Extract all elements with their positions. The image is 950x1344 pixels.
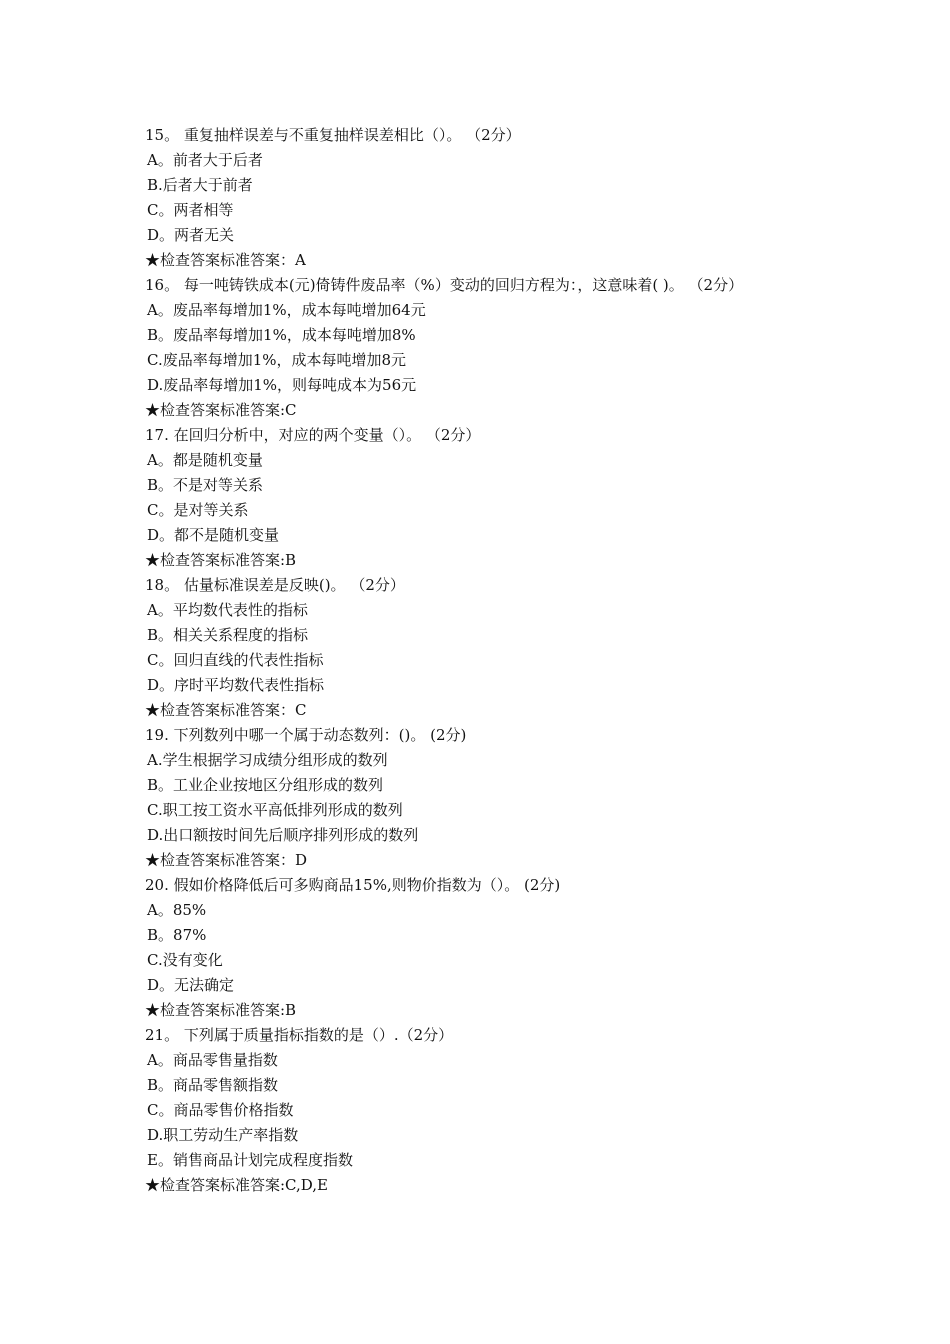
option-b: B。工业企业按地区分组形成的数列 xyxy=(147,776,384,794)
option-b: B。87% xyxy=(147,926,207,944)
answer-line: ★检查答案标准答案：A xyxy=(145,251,306,269)
question-block xyxy=(145,573,815,723)
option-c: C。两者相等 xyxy=(147,201,234,219)
question-block xyxy=(145,273,815,423)
answer-line: ★检查答案标准答案:B xyxy=(145,1001,297,1019)
option-c: C.职工按工资水平高低排列形成的数列 xyxy=(147,801,403,819)
option-b: B。废品率每增加1%，成本每吨增加8% xyxy=(147,326,416,344)
question-stem: 21。 下列属于质量指标指数的是（）.（2分） xyxy=(145,1026,454,1044)
option-a: A。废品率每增加1%，成本每吨增加64元 xyxy=(147,301,426,319)
option-a: A。85% xyxy=(147,901,207,919)
option-d: D。都不是随机变量 xyxy=(147,526,280,544)
option-d: D。两者无关 xyxy=(147,226,235,244)
option-c: C.没有变化 xyxy=(147,951,223,969)
question-stem: 18。 估量标准误差是反映()。 （2分） xyxy=(145,576,405,594)
question-stem: 20. 假如价格降低后可多购商品15%,则物价指数为（）。 (2分) xyxy=(145,876,561,894)
option-d: D。无法确定 xyxy=(147,976,235,994)
option-b: B。相关关系程度的指标 xyxy=(147,626,309,644)
question-block xyxy=(145,423,815,573)
option-c: C。是对等关系 xyxy=(147,501,249,519)
question-stem: 16。 每一吨铸铁成本(元)倚铸件废品率（%）变动的回归方程为：，这意味着( )。 （2分） xyxy=(145,276,744,294)
option-d: D。序时平均数代表性指标 xyxy=(147,676,325,694)
question-block xyxy=(145,873,815,1023)
question-stem: 15。 重复抽样误差与不重复抽样误差相比（）。 （2分） xyxy=(145,126,521,144)
answer-line: ★检查答案标准答案：C xyxy=(145,701,307,719)
answer-line: ★检查答案标准答案:B xyxy=(145,551,297,569)
option-a: A。前者大于后者 xyxy=(147,151,263,169)
question-block xyxy=(145,723,815,873)
option-c: C。回归直线的代表性指标 xyxy=(147,651,324,669)
option-d: D.废品率每增加1%，则每吨成本为56元 xyxy=(147,376,417,394)
option-d: D.职工劳动生产率指数 xyxy=(147,1126,299,1144)
option-a: A。商品零售量指数 xyxy=(147,1051,278,1069)
answer-line: ★检查答案标准答案:C,D,E xyxy=(145,1176,328,1194)
answer-line: ★检查答案标准答案：D xyxy=(145,851,308,869)
option-d: D.出口额按时间先后顺序排列形成的数列 xyxy=(147,826,419,844)
question-list xyxy=(145,123,815,1198)
option-b: B。商品零售额指数 xyxy=(147,1076,279,1094)
question-stem: 19. 下列数列中哪一个属于动态数列：()。 (2分) xyxy=(145,726,467,744)
question-stem: 17. 在回归分析中，对应的两个变量（）。 （2分） xyxy=(145,426,481,444)
answer-line: ★检查答案标准答案:C xyxy=(145,401,297,419)
option-a: A。都是随机变量 xyxy=(147,451,263,469)
question-block xyxy=(145,1023,815,1198)
option-e: E。销售商品计划完成程度指数 xyxy=(147,1151,353,1169)
option-c: C.废品率每增加1%，成本每吨增加8元 xyxy=(147,351,407,369)
option-a: A.学生根据学习成绩分组形成的数列 xyxy=(147,751,388,769)
question-block xyxy=(145,123,815,273)
option-b: B。不是对等关系 xyxy=(147,476,264,494)
option-b: B.后者大于前者 xyxy=(147,176,253,194)
option-c: C。商品零售价格指数 xyxy=(147,1101,294,1119)
option-a: A。平均数代表性的指标 xyxy=(147,601,308,619)
